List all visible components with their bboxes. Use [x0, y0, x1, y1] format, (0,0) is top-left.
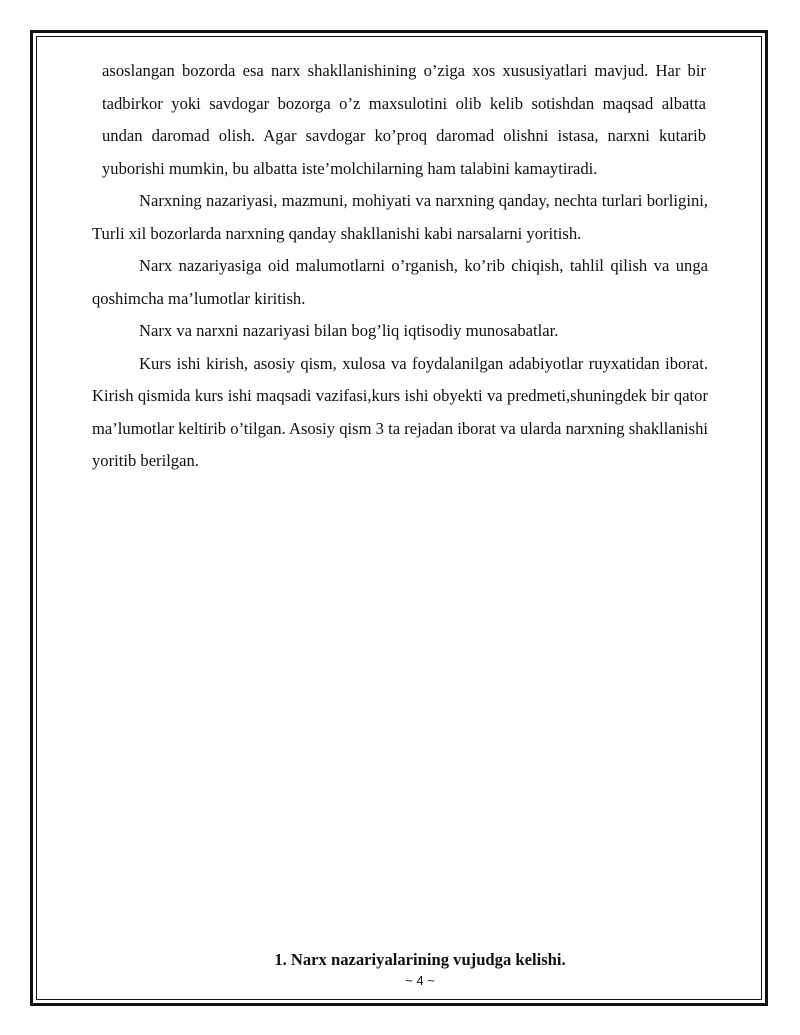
paragraph-purpose: Narxning nazariyasi, mazmuni, mohiyati va narxning qanday, nechta turlari borligini, Turli xil bozorlarda narxning qanday shakllanishi kabi narsalarni yoritish.	[92, 191, 708, 243]
section-heading: 1. Narx nazariyalarining vujudga kelishi.	[274, 950, 566, 969]
paragraph-continuation: asoslangan bozorda esa narx shakllanishining o’ziga xos xususiyatlari mavjud. Har bir tadbirkor yoki savdogar bozorga o’z maxsulotini olib kelib sotishdan maqsad albatta undan daromad olish. Agar savdogar ko’proq daromad olishni istasa, narxni kutarib yuborishi mumkin, bu albatta iste’molchilarning ham talabini kamaytiradi.	[102, 61, 706, 178]
paragraph-tasks: Narx nazariyasiga oid malumotlarni o’rganish, ko’rib chiqish, tahlil qilish va unga qoshimcha ma’lumotlar kiritish.	[92, 256, 708, 308]
paragraph-structure: Kurs ishi kirish, asosiy qism, xulosa va foydalanilgan adabiyotlar ruyxatidan iborat. Kirish qismida kurs ishi maqsadi vazifasi,kurs ishi obyekti va predmeti,shuningdek bir qator ma’lumotlar keltirib o’tilgan. Asosiy qism 3 ta rejadan iborat va ularda narxning shakllanishi yoritib berilgan.	[92, 353, 708, 470]
document-body	[92, 55, 708, 478]
page-number: ~ 4 ~	[405, 973, 435, 988]
paragraph-subject: Narx va narxni nazariyasi bilan bog’liq iqtisodiy munosabatlar.	[139, 321, 559, 340]
